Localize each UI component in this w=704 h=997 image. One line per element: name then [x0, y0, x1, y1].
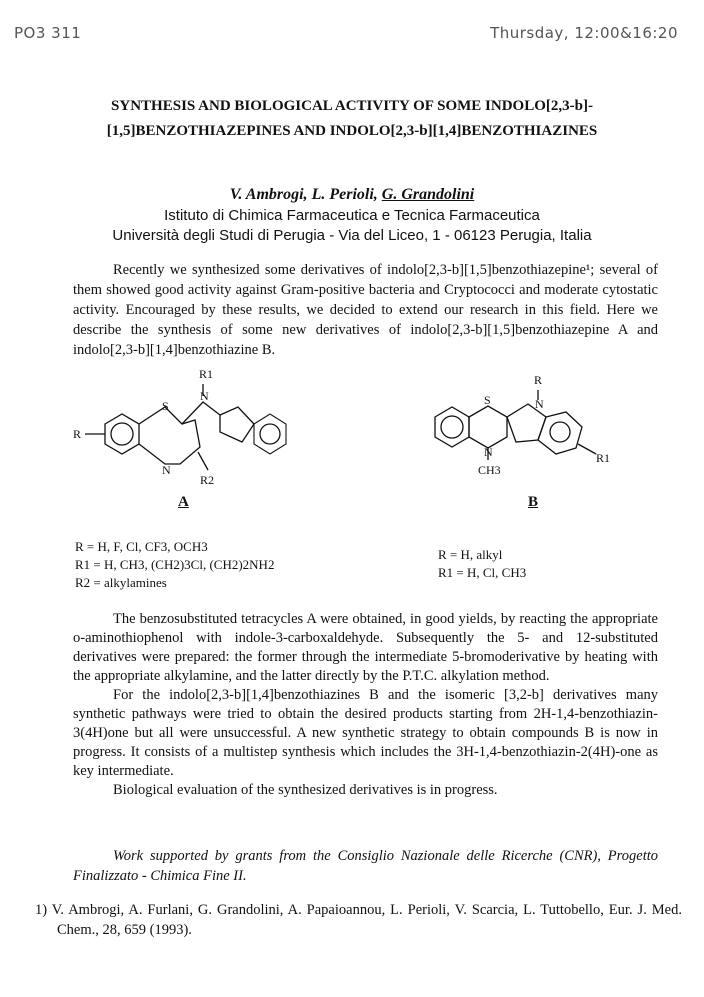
session-time: Thursday, 12:00&16:20: [490, 24, 678, 42]
substituent-line: R1 = H, Cl, CH3: [438, 565, 527, 580]
body-paragraph: The benzosubstituted tetracycles A were obtained, in good yields, by reacting the appropriate o-aminothiophenol with indole-3-carboxaldehyde. Subsequently the 5- and 12-substituted derivatives were prepared: the former through the intermediate 5-bromoderivative by heating with the appropriate alkylamine, and the latter directly by the P.T.C. alkylation method.: [73, 611, 658, 684]
author: L. Perioli,: [311, 186, 382, 203]
substituent-line: R = H, alkyl: [438, 547, 503, 562]
author-presenting: G. Grandolini: [381, 186, 475, 203]
atom-s: S: [484, 393, 491, 407]
affiliation-line-2: Università degli Studi di Perugia - Via del Liceo, 1 - 06123 Perugia, Italia: [112, 227, 592, 244]
atom-r2: R2: [200, 473, 215, 487]
substituent-line: R = H, F, Cl, CF3, OCH3: [75, 539, 208, 554]
body-paragraph: Biological evaluation of the synthesized derivatives is in progress.: [113, 782, 498, 798]
atom-r: R: [534, 373, 543, 387]
atom-n: N: [200, 389, 209, 403]
substituents-a: [75, 538, 274, 592]
reference-1: 1) V. Ambrogi, A. Furlani, G. Grandolini, A. Papaioannou, L. Perioli, V. Scarcia, L. Tuttobello, Eur. J. Med. Chem., 28, 659 (1993).: [35, 902, 682, 938]
atom-ch3: CH3: [478, 463, 501, 477]
atom-s: S: [162, 399, 169, 413]
atom-n: N: [535, 397, 544, 411]
intro-text: Recently we synthesized some derivatives of indolo[2,3-b][1,5]benzothiazepine¹; several of them showed good activity against Gram-positive bacteria and Cryptococci and moderate cytostatic activity. Encouraged by these results, we decided to extend our research in this field. Here we describe the synthesis of some new derivatives of indolo[2,3-b][1,5]benzothiazepine A and indolo[2,3-b][1,4]benzothiazine B.: [73, 262, 658, 358]
structure-a: [70, 352, 290, 490]
title-line-2: [1,5]BENZOTHIAZEPINES AND INDOLO[2,3-b][1,4]BENZOTHIAZINES: [106, 123, 598, 139]
substituent-line: R1 = H, CH3, (CH2)3Cl, (CH2)2NH2: [75, 557, 275, 572]
atom-n: N: [484, 445, 493, 459]
author: V. Ambrogi,: [229, 186, 312, 203]
atom-r1: R1: [199, 367, 214, 381]
label-b: B: [528, 494, 539, 510]
acknowledgement: Work supported by grants from the Consiglio Nazionale delle Ricerche (CNR), Progetto Finalizzato - Chimica Fine II.: [73, 848, 658, 884]
poster-code: PO3 311: [14, 24, 82, 42]
atom-n: N: [162, 463, 171, 477]
paper-title: [40, 94, 664, 144]
substituents-b: [438, 546, 526, 582]
body-text: [73, 610, 658, 800]
substituent-line: R2 = alkylamines: [75, 575, 167, 590]
intro-paragraph: [73, 260, 658, 360]
affiliation-line-1: Istituto di Chimica Farmaceutica e Tecnica Farmaceutica: [164, 207, 540, 224]
authors: [0, 186, 704, 204]
label-a: A: [178, 494, 189, 510]
atom-r1: R1: [596, 451, 611, 465]
atom-r: R: [73, 427, 82, 441]
structure-b: [420, 372, 640, 482]
body-paragraph: For the indolo[2,3-b][1,4]benzothiazines B and the isomeric [3,2-b] derivatives many synthetic pathways were tried to obtain the desired products starting from 2H-1,4-benzothiazin-3(4H)one but all were unsuccessful. A new synthetic strategy to obtain compounds B is now in progress. It consists of a multistep synthesis which includes the 3H-1,4-benzothiazin-2(4H)-one as key intermediate.: [73, 687, 658, 779]
title-line-1: SYNTHESIS AND BIOLOGICAL ACTIVITY OF SOME INDOLO[2,3-b]-: [111, 98, 593, 114]
